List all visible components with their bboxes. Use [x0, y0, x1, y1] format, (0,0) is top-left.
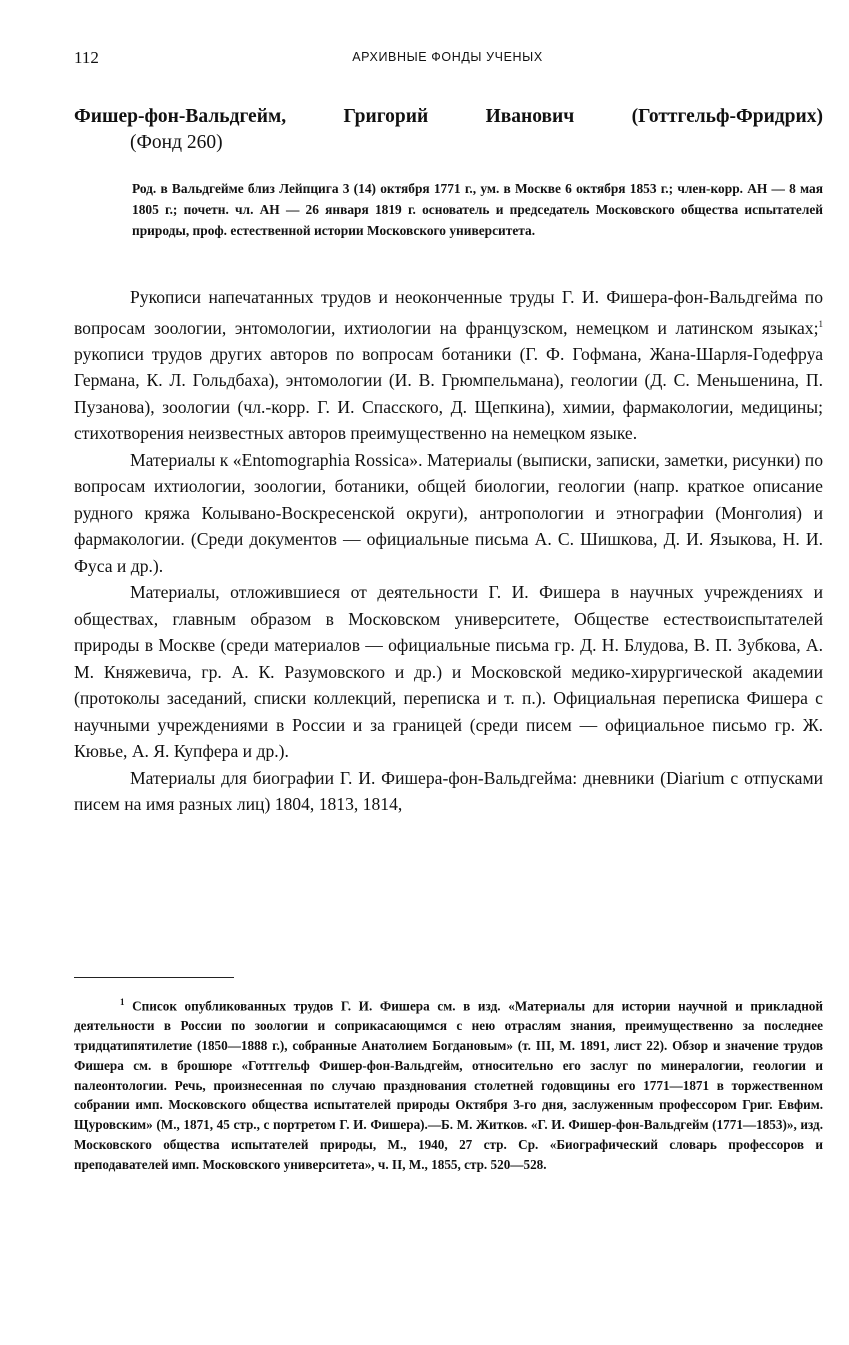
paragraph-institutions: Материалы, отложившиеся от деятельности Г. И. Фишера в научных учреждениях и обществах, главным образом в Московском университете, Обществе естествоиспытателей природы в Москве (среди материалов — официальные письма гр. Д. Н. Блудова, В. П. Зубкова, А. М. Княжевича, гр. А. К. Разумовского и др.) и Московской медико-хирургической академии (протоколы заседаний, списки коллекций, переписка и т. п.). Официальная переписка Фишера с научными учреждениями в России и за границей (среди писем — официальное письмо гр. Ж. Кювье, А. Я. Купфера и др.).	[74, 582, 823, 762]
main-text	[74, 284, 823, 818]
paragraph-manuscripts	[74, 284, 823, 447]
paragraph-materials: Материалы к «Entomographia Rossica». Материалы (выписки, записки, заметки, рисунки) по вопросам ихтиологии, зоологии, ботаники, общей биологии, геологии (напр. краткое описание рудного кряжа Колывано-Воскресенской округи), антропологии и этнографии (Монголия) и фармакологии. (Среди документов — официальные письма А. С. Шишкова, Д. И. Языкова, Н. И. Фуса и др.).	[74, 449, 823, 576]
running-head: АРХИВНЫЕ ФОНДЫ УЧЕНЫХ	[352, 50, 543, 64]
person-patronymic: Иванович	[485, 106, 575, 127]
footnote-mark: 1	[120, 997, 125, 1007]
page-number: 112	[74, 48, 99, 67]
person-original-name: (Готтгельф-Фридрих)	[631, 106, 823, 127]
footnote-divider	[74, 977, 234, 978]
footnote-1	[74, 993, 823, 1175]
person-first-name: Григорий	[343, 106, 429, 127]
paragraph-text: Рукописи напечатанных трудов и неоконченные труды Г. И. Фишера-фон-Вальдгейма по вопросам зоологии, энтомологии, ихтиологии на французском, немецком и латинском языках;	[74, 287, 823, 338]
footnote-text: Список опубликованных трудов Г. И. Фишера см. в изд. «Материалы для истории научной и прикладной деятельности в России по зоологии и соприкасающимся с нею отраслям знания, преимущественно за последнее тридцатипятилетие (1850—1888 г.), собранные Анатолием Богдановым» (т. III, М. 1891, лист 22). Обзор и значение трудов Фишера см. в брошюре «Готтгельф Фишер-фон-Вальдгейм, относительно его заслуг по минералогии, геологии и палеонтологии. Речь, произнесенная по случаю празднования столетней годовщины его 1771—1871 в торжественном собрании имп. Московского общества испытателей природы Октября 3-го дня, заслуженным профессором Григ. Евфим. Щуровским» (М., 1871, 45 стр., с портретом Г. И. Фишера).—Б. М. Житков. «Г. И. Фишер-фон-Вальдгейм (1771—1853)», изд. Московского общества испытателей природы, М., 1940, 27 стр. Ср. «Биографический словарь профессоров и преподавателей имп. Московского университета», ч. II, М., 1855, стр. 520—528.	[74, 998, 823, 1172]
page-header	[74, 48, 821, 74]
paragraph-biography: Материалы для биографии Г. И. Фишера-фон-Вальдгейма: дневники (Diarium с отпусками писем на имя разных лиц) 1804, 1813, 1814,	[74, 767, 823, 815]
footnote-reference: 1	[818, 318, 823, 329]
footnotes	[74, 993, 823, 1175]
entry-heading-line	[74, 104, 823, 130]
fond-number: (Фонд 260)	[130, 132, 223, 153]
person-surname: Фишер-фон-Вальдгейм,	[74, 106, 287, 127]
biographical-note: Род. в Вальдгейме близ Лейпцига 3 (14) октября 1771 г., ум. в Москве 6 октября 1853 г.; член-корр. АН — 8 мая 1805 г.; почетн. чл. АН — 26 января 1819 г. основатель и председатель Московского общества испытателей природы, проф. естественной истории Московского университета.	[132, 181, 823, 238]
entry-heading	[74, 104, 823, 156]
paragraph-text: рукописи трудов других авторов по вопросам ботаники (Г. Ф. Гофмана, Жана-Шарля-Годефруа Германа, К. Л. Гольдбаха), энтомологии (И. В. Грюмпельмана), геологии (Д. С. Меньшенина, П. Пузанова), зоологии (чл.-корр. Г. И. Спасского, Д. Щепкина), химии, фармакологии, медицины; стихотворения неизвестных авторов преимущественно на немецком языке.	[74, 343, 823, 444]
